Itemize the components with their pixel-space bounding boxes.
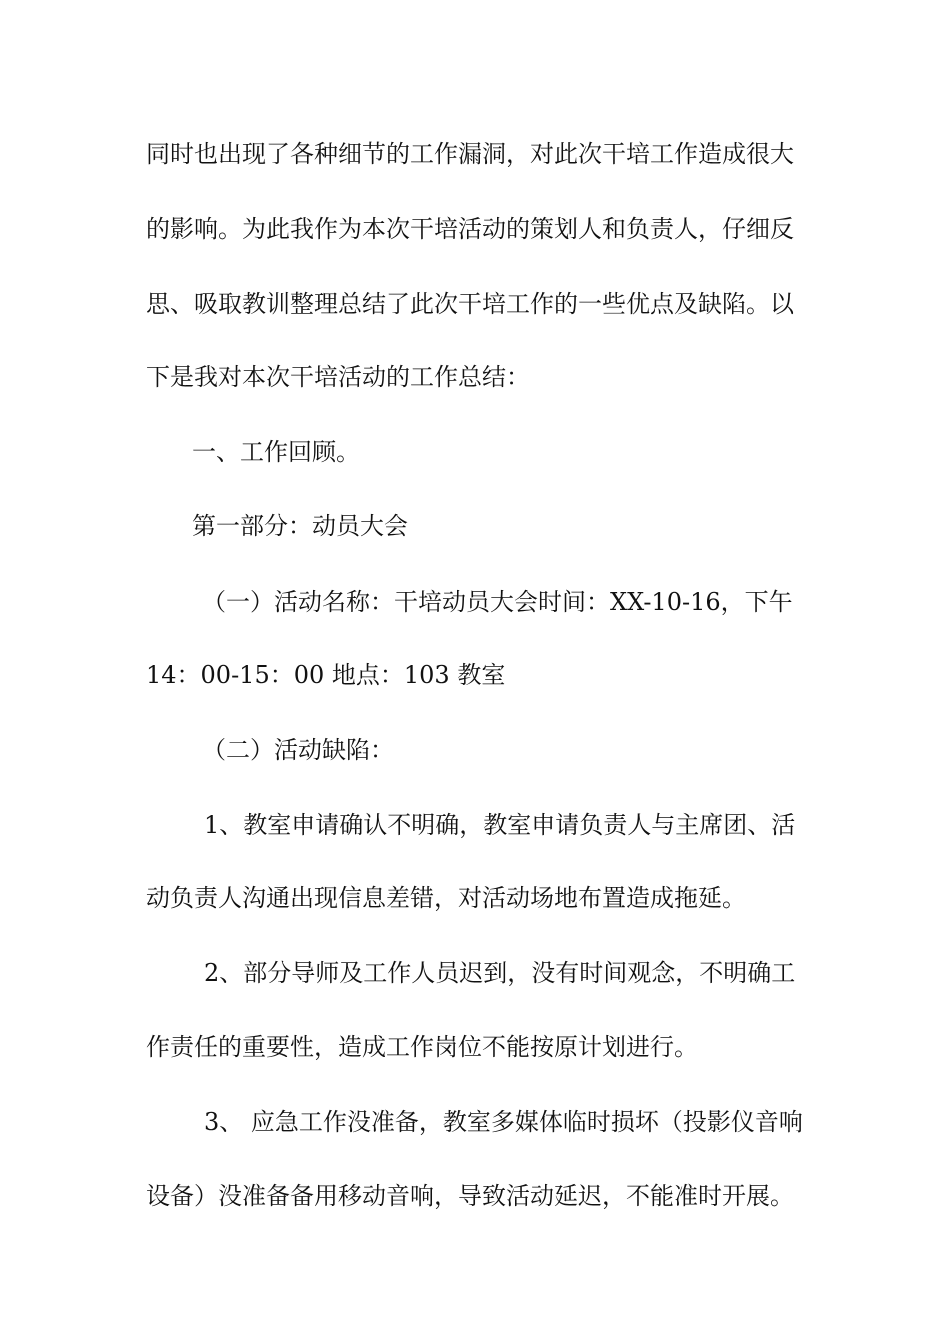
paragraph-line: （二）活动缺陷： bbox=[202, 736, 394, 764]
list-item-line: 2、部分导师及工作人员迟到，没有时间观念，不明确工 bbox=[204, 959, 796, 987]
paragraph-line: 下是我对本次干培活动的工作总结： bbox=[146, 363, 530, 391]
paragraph-line: 的影响。为此我作为本次干培活动的策划人和负责人，仔细反 bbox=[146, 215, 794, 243]
paragraph-line: 同时也出现了各种细节的工作漏洞，对此次干培工作造成很大 bbox=[146, 140, 794, 168]
paragraph-line: 14：00-15：00 地点：103 教室 bbox=[146, 661, 506, 689]
paragraph-line: 思、吸取教训整理总结了此次干培工作的一些优点及缺陷。以 bbox=[146, 290, 794, 318]
list-item-line: 动负责人沟通出现信息差错，对活动场地布置造成拖延。 bbox=[146, 884, 746, 912]
list-item-line: 1、教室申请确认不明确，教室申请负责人与主席团、活 bbox=[204, 811, 796, 839]
section-heading: 一、工作回顾。 bbox=[192, 438, 360, 466]
list-item-line: 设备）没准备备用移动音响，导致活动延迟，不能准时开展。 bbox=[146, 1182, 794, 1210]
subsection-heading: 第一部分：动员大会 bbox=[192, 512, 408, 540]
paragraph-line: （一）活动名称：干培动员大会时间：XX-10-16，下午 bbox=[202, 588, 793, 616]
list-item-line: 作责任的重要性，造成工作岗位不能按原计划进行。 bbox=[146, 1033, 698, 1061]
list-item-line: 3、 应急工作没准备，教室多媒体临时损坏（投影仪音响 bbox=[204, 1108, 803, 1136]
